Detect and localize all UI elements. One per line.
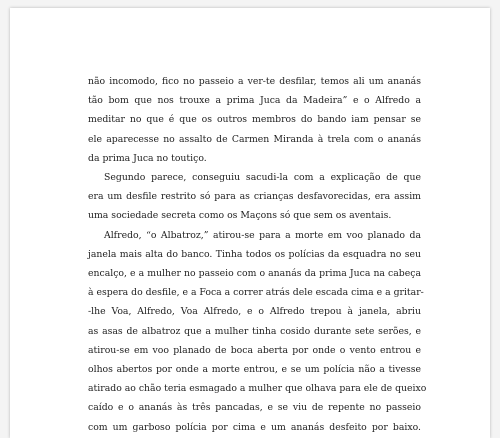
text-line: atirou-se em voo planado de boca aberta por onde o vento entrou e bbox=[88, 344, 421, 356]
text-line: meditar no que é que os outros membros do bando iam pensar se bbox=[88, 114, 421, 126]
text-line: da prima Juca no toutiço. bbox=[88, 152, 207, 164]
text-line: era um desfile restrito só para as crianças desfavorecidas, era assim bbox=[88, 191, 421, 203]
text-line: tão bom que nos trouxe a prima Juca da Madeira” e o Alfredo a bbox=[88, 95, 421, 107]
text-line: as asas de albatroz que a mulher tinha cosido durante sete serões, e bbox=[88, 325, 421, 337]
paragraph-2 bbox=[88, 168, 421, 226]
text-line: janela mais alta do banco. Tinha todos os polícias da esquadra no seu bbox=[88, 248, 421, 260]
text-line: ele aparecesse no assalto de Carmen Miranda à trela com o ananás bbox=[88, 133, 421, 145]
text-line: olhos abertos por onde a morte entrou, e se um polícia não a tivesse bbox=[88, 364, 421, 376]
text-line: Alfredo, “o Albatroz,” atirou-se para a morte em voo planado da bbox=[104, 229, 421, 241]
text-line: Segundo parece, conseguiu sacudi-la com a explicação de que bbox=[104, 172, 421, 184]
text-line: não incomodo, fico no passeio a ver-te desfilar, temos ali um ananás bbox=[88, 76, 421, 87]
text-line: com um garboso polícia por cima e um ananás desfeito por baixo. bbox=[88, 421, 421, 433]
paragraph-1 bbox=[88, 72, 421, 168]
text-line: uma sociedade secreta como os Maçons só que sem os aventais. bbox=[88, 210, 392, 222]
text-line: -lhe Voa, Alfredo, Voa Alfredo, e o Alfredo trepou à janela, abriu bbox=[88, 306, 421, 318]
text-line: à espera do desfile, e a Foca a correr atrás dele escada cima e a gritar- bbox=[88, 287, 424, 299]
paragraph-3 bbox=[88, 226, 427, 437]
body-text bbox=[88, 72, 427, 437]
page bbox=[10, 8, 490, 438]
text-line: caído e o ananás às três pancadas, e se viu de repente no passeio bbox=[88, 402, 421, 414]
text-line: encalço, e a mulher no passeio com o ananás da prima Juca na cabeça bbox=[88, 268, 421, 280]
text-line: atirado ao chão teria esmagado a mulher que olhava para ele de queixo bbox=[88, 383, 427, 395]
